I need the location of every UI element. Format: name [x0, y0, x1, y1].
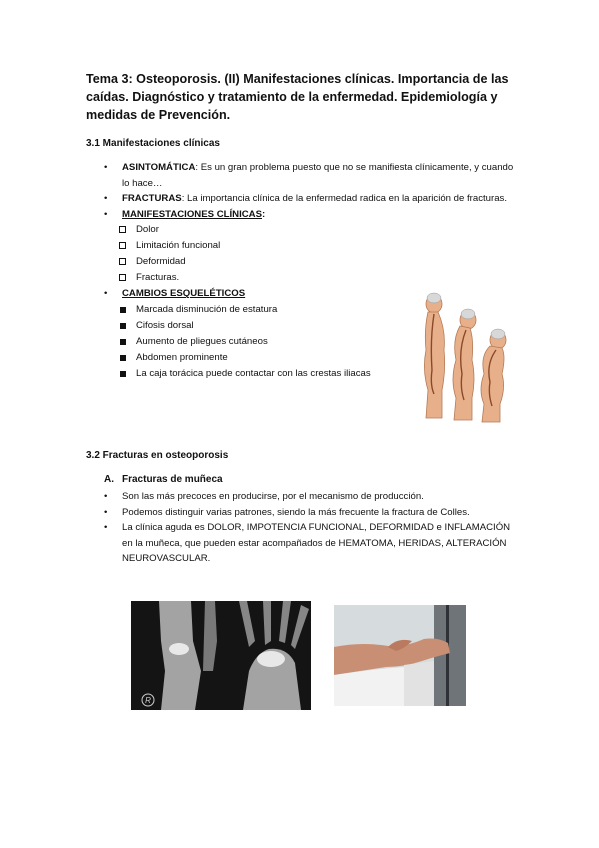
- point-text: Son las más precoces en producirse, por el mecanismo de producción.: [122, 491, 424, 502]
- filled-square-icon: [120, 339, 126, 345]
- bullet-icon: •: [104, 162, 108, 173]
- bullet-icon: •: [104, 506, 108, 518]
- colon: :: [262, 208, 266, 220]
- list-item: [78, 334, 408, 350]
- list-item: [78, 238, 520, 254]
- bullet-icon: •: [104, 491, 108, 502]
- clinical-item: Fracturas.: [136, 272, 180, 283]
- subsection-title: Fracturas de muñeca: [122, 474, 223, 485]
- list-item: [78, 222, 520, 238]
- wrist-xray-image: [131, 601, 311, 710]
- kyphosis-figures-illustration: [416, 290, 526, 425]
- list-item: [78, 302, 408, 318]
- list-item: [78, 366, 408, 382]
- point-text: La clínica aguda es DOLOR, IMPOTENCIA FUNCIONAL, DEFORMIDAD e INFLAMACIÓN en la muñeca, que pueden estar acompañados de HEMATOMA, HERIDAS, ALTERACIÓN NEUROVASCULAR.: [122, 522, 511, 564]
- wrist-deformity-photo: [334, 605, 466, 706]
- checkbox-icon: [119, 226, 126, 233]
- text-fracturas: : La importancia clínica de la enfermedad radica en la aparición de fracturas.: [181, 193, 508, 204]
- bullet-icon: •: [104, 208, 108, 220]
- skeletal-item: Abdomen prominente: [136, 351, 228, 363]
- list-item: [78, 254, 520, 270]
- checkbox-icon: [119, 258, 126, 265]
- term-asintomatica: ASINTOMÁTICA: [122, 162, 196, 173]
- page-title: Tema 3: Osteoporosis. (II) Manifestaciones clínicas. Importancia de las caídas. Diagnóstico y tratamiento de la enfermedad. Epidemiología y medidas de Prevención.: [86, 72, 509, 122]
- subsection-letter: A.: [104, 474, 114, 485]
- clinical-item: Deformidad: [136, 256, 186, 267]
- term-cambios: CAMBIOS ESQUELÉTICOS: [122, 288, 246, 299]
- list-item: [100, 191, 520, 207]
- bullet-icon: •: [104, 288, 108, 299]
- filled-square-icon: [120, 323, 126, 329]
- skeletal-item: Aumento de pliegues cutáneos: [136, 335, 268, 347]
- section-heading-fracturas: 3.2 Fracturas en osteoporosis: [86, 450, 229, 461]
- filled-square-icon: [120, 307, 126, 313]
- section-heading-manifestaciones: 3.1 Manifestaciones clínicas: [86, 138, 220, 149]
- filled-square-icon: [120, 355, 126, 361]
- term-fracturas: FRACTURAS: [122, 193, 182, 204]
- list-item: [100, 489, 520, 505]
- skeletal-item: Marcada disminución de estatura: [136, 303, 278, 315]
- list-item: [78, 350, 408, 366]
- point-text: Podemos distinguir varias patrones, siendo la más frecuente la fractura de Colles.: [122, 506, 470, 518]
- subsection-heading: [104, 474, 223, 485]
- list-item: [100, 160, 520, 191]
- term-manifestaciones: MANIFESTACIONES CLÍNICAS: [122, 208, 262, 220]
- xray-marker-label: R: [145, 696, 151, 705]
- text-asintomatica: : Es un gran problema puesto que no se manifiesta clínicamente, y cuando lo hace…: [122, 162, 514, 189]
- list-item: [78, 318, 408, 334]
- list-item: [100, 505, 520, 521]
- list-item: [100, 207, 520, 223]
- skeletal-item: Cifosis dorsal: [136, 319, 194, 331]
- skeletal-item: La caja torácica puede contactar con las crestas iliacas: [136, 367, 371, 379]
- bullet-icon: •: [104, 522, 108, 533]
- clinical-item: Limitación funcional: [136, 240, 221, 251]
- checkbox-icon: [119, 274, 126, 281]
- list-item: [78, 270, 520, 286]
- bullet-icon: •: [104, 193, 108, 204]
- clinical-item: Dolor: [136, 224, 159, 235]
- fracturas-list: [100, 489, 520, 567]
- checkbox-icon: [119, 242, 126, 249]
- filled-square-icon: [120, 371, 126, 377]
- list-item: [100, 520, 520, 567]
